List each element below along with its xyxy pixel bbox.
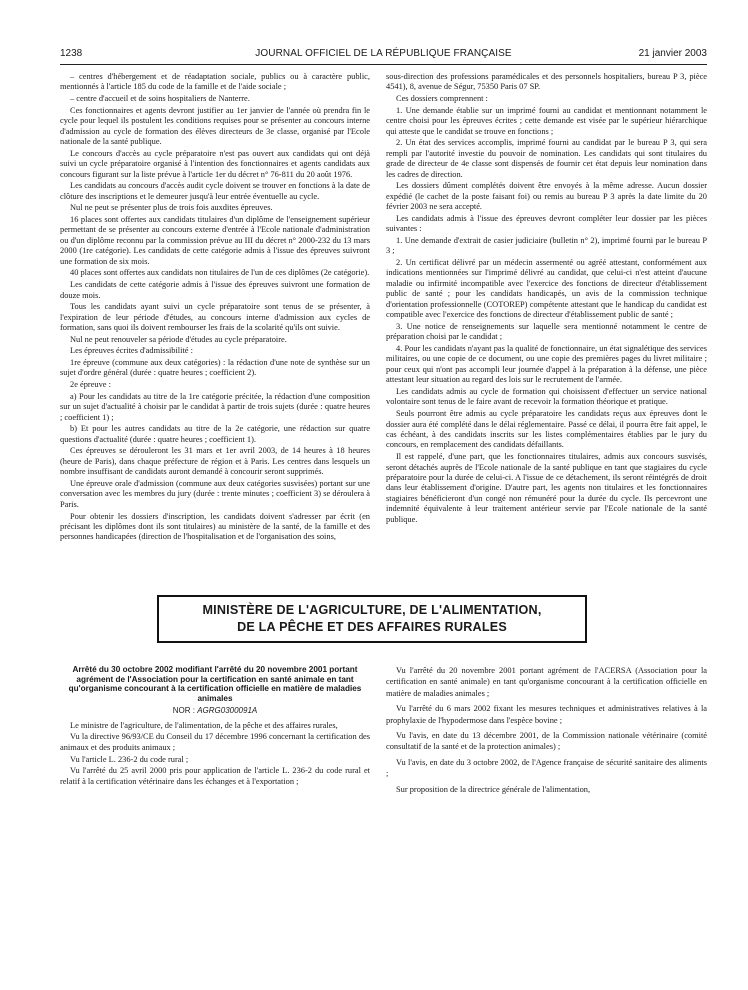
- paragraph: 3. Une notice de renseignements sur laquelle sera mentionné notamment le centre de préparation choisi par le candidat ;: [386, 321, 707, 342]
- paragraph: 2e épreuve :: [70, 380, 111, 390]
- right-column: [386, 72, 707, 526]
- paragraph: Les candidats de cette catégorie admis à l'issue des épreuves suivront une formation de douze mois.: [60, 280, 370, 300]
- paragraph: a) Pour les candidats au titre de la 1re catégorie précitée, la rédaction d'une composition sur un sujet d'actualité à choisir par le candidat à partir de trois sujets (durée : quatre heures ; coefficient 1) ;: [60, 391, 370, 422]
- header-rule: [60, 64, 707, 65]
- paragraph: Une épreuve orale d'admission (commune aux deux catégories susvisées) portant sur une conversation avec les membres du jury (durée : trente minutes ; coefficient 3) se déroulera à Paris.: [60, 478, 370, 509]
- paragraph: Vu l'avis, en date du 3 octobre 2002, de l'Agence française de sécurité sanitaire des aliments ;: [386, 757, 707, 779]
- paragraph: Seuls pourront être admis au cycle préparatoire les candidats reçus aux épreuves dont le dossier aura été complété dans le délai réglementaire. Passé ce délai, il pourra être fait appel, le cas échéant, à des candidats inscrits sur les listes complémentaires établies par le jury du concours, en remplacement des candidats défaillants.: [386, 409, 707, 450]
- paragraph: 16 places sont offertes aux candidats titulaires d'un diplôme de l'enseignement supérieur permettant de se présenter au concours externe d'entrée à l'Ecole nationale d'administration ou d'un diplôme reconnu par la commission prévue au III du décret n° 2000-232 du 13 mars 2000 (1re catégorie). Les candidats de cette catégorie admis à l'issue des épreuves suivront une formation de six mois.: [60, 215, 370, 266]
- paragraph: Sur proposition de la directrice générale de l'alimentation,: [396, 784, 591, 794]
- paragraph: Vu l'article L. 236-2 du code rural ;: [70, 754, 189, 764]
- paragraph: Vu l'avis, en date du 13 décembre 2001, de la Commission nationale vétérinaire (comité consultatif de la santé et de la protection animales) ;: [386, 731, 707, 752]
- paragraph: 1. Une demande établie sur un imprimé fourni au candidat et mentionnant notamment le centre choisi pour les épreuves écrites ; cette demande est visée par le supérieur hiérarchique qui atteste que le candidat se trouve en fonctions ;: [386, 105, 707, 136]
- paragraph: Ces épreuves se dérouleront les 31 mars et 1er avril 2003, de 14 heures à 18 heures (heure de Paris), dans chaque préfecture de région et à Paris. Les centres dans lesquels un nombre insuffisant de candidats auront demandé à concourir seront supprimés.: [60, 446, 370, 477]
- paragraph: 1. Une demande d'extrait de casier judiciaire (bulletin n° 2), imprimé fourni par le bureau P 3 ;: [386, 235, 707, 256]
- paragraph: – centres d'hébergement et de réadaptation sociale, publics ou à caractère public, mentionnés à l'article 185 du code de la famille et de l'aide sociale ;: [60, 72, 370, 92]
- arrete-title: Arrêté du 30 octobre 2002 modifiant l'arrêté du 20 novembre 2001 portant agrément de l'Association pour la certification en santé animale en tant qu'organisme concourant à la certification officielle en matière de maladies animales: [68, 665, 362, 703]
- paragraph: 1re épreuve (commune aux deux catégories) : la rédaction d'une note de synthèse sur un sujet d'ordre général (durée : quatre heures ; coefficient 2).: [60, 358, 370, 378]
- arrete-left-column: [60, 665, 370, 788]
- paragraph: Les épreuves écrites d'admissibilité :: [70, 346, 193, 356]
- paragraph: 2. Un état des services accomplis, imprimé fourni au candidat par le bureau P 3, qui sera rempli par l'autorité investie du pouvoir de nomination. Les candidats qui sont titulaires du grade de directeur de 4e classe sont dispensés de fournir cet état depuis leur nomination dans les cadres de direction.: [386, 138, 707, 179]
- issue-date: 21 janvier 2003: [638, 48, 707, 59]
- paragraph: Le concours d'accès au cycle préparatoire n'est pas ouvert aux candidats qui ont déjà suivi un cycle préparatoire organisé à l'intention des fonctionnaires et agents candidats aux concours figurant sur la liste prévue à l'article 1er du décret n° 76-811 du 20 août 1976.: [60, 148, 370, 179]
- journal-title: JOURNAL OFFICIEL DE LA RÉPUBLIQUE FRANÇAISE: [255, 48, 512, 59]
- paragraph: 2. Un certificat délivré par un médecin assermenté ou agréé attestant, conformément aux indications mentionnées sur l'imprimé délivré au candidat, que celui-ci n'est atteint d'aucune maladie ou infirmité incompatible avec l'exercice des fonctions de directeur d'établissement public de santé ; pour les candidats handicapés, un avis de la commission technique d'orientation professionnelle (COTOREP) compétente attestant que le handicap du candidat est compatible avec l'exercice des fonctions de directeur d'établissement public de santé ;: [386, 258, 707, 320]
- nor-reference: [60, 706, 370, 716]
- paragraph: Les candidats admis à l'issue des épreuves devront compléter leur dossier par les pièces suivantes :: [386, 213, 707, 234]
- left-column: [60, 72, 370, 544]
- paragraph: Vu l'arrêté du 20 novembre 2001 portant agrément de l'ACERSA (Association pour la certification en santé animale) en tant qu'organisme concourant à la certification officielle en matière de maladies animales ;: [386, 666, 707, 698]
- paragraph: sous-direction des professions paramédicales et des personnels hospitaliers, bureau P 3, pièce 4541), 8, avenue de Ségur, 75350 Paris 07 SP.: [386, 72, 707, 92]
- paragraph: Ces fonctionnaires et agents devront justifier au 1er janvier de l'année où prendra fin le cycle pour lequel ils postulent les conditions requises pour se présenter au concours interne d'admission au cycle de formation des élèves directeurs de 3e classe, organisé par l'Ecole nationale de la santé publique.: [60, 105, 370, 147]
- paragraph: Les candidats au concours d'accès audit cycle doivent se trouver en fonctions à la date de clôture des inscriptions et le demeurer jusqu'à leur entrée éventuelle au cycle.: [60, 181, 370, 201]
- paragraph: Vu l'arrêté du 6 mars 2002 fixant les mesures techniques et administratives relatives à la prophylaxie de l'hypodermose dans l'espèce bovine ;: [386, 704, 707, 725]
- paragraph: – centre d'accueil et de soins hospitaliers de Nanterre.: [70, 94, 250, 104]
- page-header: [60, 48, 707, 62]
- paragraph: Il est rappelé, d'une part, que les fonctionnaires titulaires, admis aux concours susvisés, seront détachés auprès de l'Ecole nationale de la santé publique en tant que stagiaires du cycle préparatoire pour la durée de celui-ci. A l'issue de ce détachement, ils seront réintégrés de droit dans leur établissement d'origine. D'autre part, les agents non titulaires et les fonctionnaires stagiaires bénéficieront d'un congé non rémunéré pour la durée du cycle. Ils percevront une indemnité équivalente à leur traitement antérieur servie par l'Ecole nationale de la santé publique.: [386, 452, 707, 524]
- paragraph: Nul ne peut renouveler sa période d'études au cycle préparatoire.: [70, 334, 287, 344]
- paragraph: Ces dossiers comprennent :: [396, 94, 488, 104]
- ministry-banner-line2: DE LA PÊCHE ET DES AFFAIRES RURALES: [237, 620, 507, 634]
- page-number: 1238: [60, 48, 83, 59]
- paragraph: Pour obtenir les dossiers d'inscription, les candidats doivent s'adresser par écrit (en précisant les diplômes dont ils sont titulaires) au ministère de la santé, de la famille et des personnes handicapées (direction de l'hospitalisation et de l'organisation des soins,: [60, 511, 370, 542]
- nor-label: NOR :: [172, 706, 195, 716]
- paragraph: b) Et pour les autres candidats au titre de la 2e catégorie, une rédaction sur quatre questions d'actualité (durée : quatre heures ; coefficient 1).: [60, 424, 370, 444]
- nor-value: AGRG0300091A: [197, 706, 258, 716]
- paragraph: Vu la directive 96/93/CE du Conseil du 17 décembre 1996 concernant la certification des animaux et des produits animaux ;: [60, 732, 370, 752]
- paragraph: Les dossiers dûment complétés doivent être envoyés à la même adresse. Aucun dossier expédié (le cachet de la poste faisant foi) ou remis au bureau P 3 après la date limite du 20 février 2003 ne sera accepté.: [386, 181, 707, 212]
- paragraph: Tous les candidats ayant suivi un cycle préparatoire sont tenus de se présenter, à l'expiration de leur période d'études, au concours interne d'admission aux cycles de formation, sans quoi ils doivent rembourser les frais de la scolarité qu'ils ont suivie.: [60, 302, 370, 333]
- paragraph: 40 places sont offertes aux candidats non titulaires de l'un de ces diplômes (2e catégorie).: [70, 268, 370, 278]
- paragraph: Nul ne peut se présenter plus de trois fois auxdites épreuves.: [70, 203, 273, 213]
- paragraph: Le ministre de l'agriculture, de l'alimentation, de la pêche et des affaires rurales,: [70, 720, 338, 730]
- arrete-right-column: [386, 665, 707, 796]
- ministry-banner-line1: MINISTÈRE DE L'AGRICULTURE, DE L'ALIMENTATION,: [202, 603, 542, 617]
- paragraph: 4. Pour les candidats n'ayant pas la qualité de fonctionnaire, un état signalétique des services militaires, ou une copie de ce document, ou une copie des premières pages du livret militaire ; pour ceux qui n'ont pas accompli leur journée d'appel à la préparation à la défense, une pièce attestant leur situation au regard des lois sur le recrutement de l'armée.: [386, 344, 707, 385]
- paragraph: Vu l'arrêté du 25 avril 2000 pris pour application de l'article L. 236-2 du code rural et relatif à la certification vétérinaire dans les échanges et à l'exportation ;: [60, 766, 370, 786]
- ministry-banner: [157, 595, 587, 643]
- paragraph: Les candidats admis au cycle de formation qui choisissent d'effectuer un service national volontaire sont tenus de le faire avant de recevoir la formation théorique et pratique.: [386, 387, 707, 407]
